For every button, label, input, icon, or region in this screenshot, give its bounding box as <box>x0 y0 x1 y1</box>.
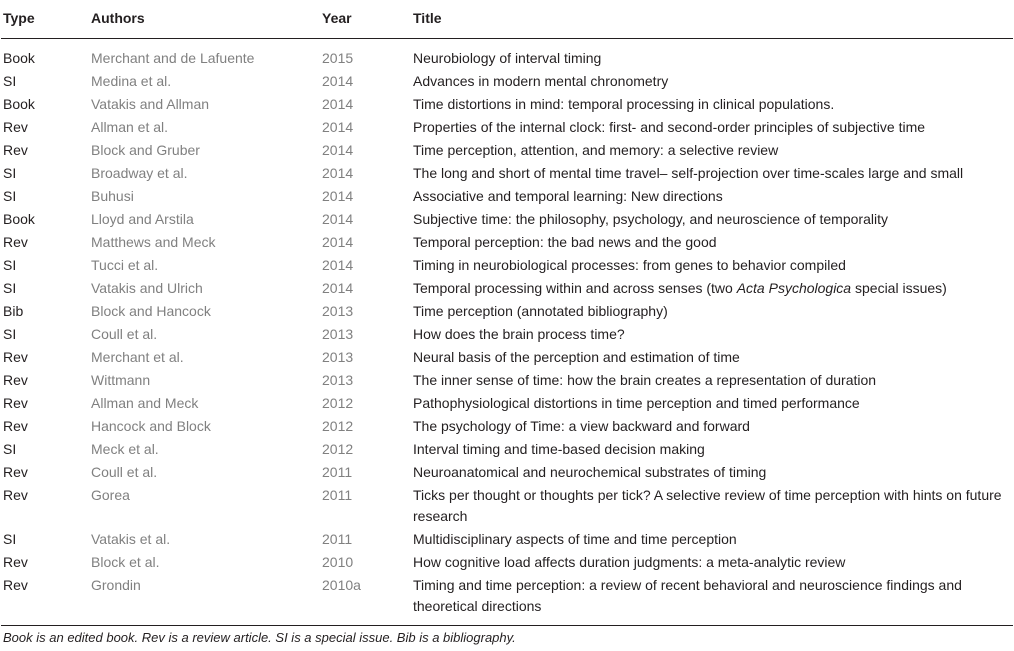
cell-authors: Wittmann <box>91 371 151 388</box>
table-row <box>1 461 1013 484</box>
table-row <box>1 254 1013 277</box>
title-text: Neuroanatomical and neurochemical substrates of timing <box>413 463 767 480</box>
table-row <box>1 369 1013 392</box>
table-row <box>1 484 1013 528</box>
cell-year: 2012 <box>322 394 354 411</box>
cell-title <box>411 139 1013 162</box>
cell-authors: Merchant and de Lafuente <box>91 49 255 66</box>
table-row <box>1 208 1013 231</box>
title-text: Properties of the internal clock: first- and second-order principles of subjective time <box>413 118 926 135</box>
title-text-after: special issues) <box>851 279 947 296</box>
table-row <box>1 38 1013 70</box>
cell-year: 2014 <box>322 210 354 227</box>
cell-type: Rev <box>3 371 28 388</box>
cell-title <box>411 185 1013 208</box>
cell-year: 2012 <box>322 440 354 457</box>
cell-title <box>411 528 1013 551</box>
cell-year: 2013 <box>322 348 354 365</box>
title-text: Multidisciplinary aspects of time and time perception <box>413 530 737 547</box>
title-text: Time distortions in mind: temporal processing in clinical populations. <box>413 95 835 112</box>
cell-authors: Vatakis and Ulrich <box>91 279 203 296</box>
cell-year: 2014 <box>322 256 354 273</box>
cell-title <box>411 93 1013 116</box>
cell-authors: Merchant et al. <box>91 348 184 365</box>
title-text: Timing in neurobiological processes: from genes to behavior compiled <box>413 256 846 273</box>
cell-title <box>411 70 1013 93</box>
cell-title <box>411 208 1013 231</box>
cell-type: Rev <box>3 233 28 250</box>
table-row <box>1 574 1013 625</box>
cell-type: SI <box>3 187 17 204</box>
cell-type: Book <box>3 210 35 227</box>
cell-title <box>411 116 1013 139</box>
cell-authors: Block and Gruber <box>91 141 200 158</box>
cell-year: 2014 <box>322 279 354 296</box>
table-row <box>1 277 1013 300</box>
title-text: Time perception, attention, and memory: a selective review <box>413 141 779 158</box>
cell-title <box>411 551 1013 574</box>
cell-title <box>411 574 1013 625</box>
cell-year: 2014 <box>322 233 354 250</box>
cell-year: 2013 <box>322 325 354 342</box>
title-text: Timing and time perception: a review of recent behavioral and neuroscience findings and theoretical directions <box>413 576 962 614</box>
cell-authors: Vatakis and Allman <box>91 95 210 112</box>
cell-authors: Hancock and Block <box>91 417 211 434</box>
cell-authors: Broadway et al. <box>91 164 188 181</box>
cell-authors: Grondin <box>91 576 141 593</box>
cell-year: 2013 <box>322 371 354 388</box>
title-italic-text: Acta Psychologica <box>736 279 852 296</box>
cell-authors: Coull et al. <box>91 325 158 342</box>
cell-type: SI <box>3 325 17 342</box>
table-row <box>1 70 1013 93</box>
cell-year: 2014 <box>322 118 354 135</box>
table-row <box>1 392 1013 415</box>
table-row <box>1 162 1013 185</box>
table-row <box>1 185 1013 208</box>
table-footnote: Book is an edited book. Rev is a review article. SI is a special issue. Bib is a bibliography. <box>3 629 516 645</box>
cell-title <box>411 162 1013 185</box>
cell-year: 2011 <box>322 463 353 480</box>
cell-year: 2010 <box>322 553 354 570</box>
table-row <box>1 528 1013 551</box>
cell-type: Rev <box>3 417 28 434</box>
table-row <box>1 551 1013 574</box>
title-text: How cognitive load affects duration judgments: a meta-analytic review <box>413 553 846 570</box>
cell-year: 2014 <box>322 95 354 112</box>
cell-title <box>411 438 1013 461</box>
cell-type: SI <box>3 256 17 273</box>
cell-title <box>411 346 1013 369</box>
table-row <box>1 231 1013 254</box>
cell-type: SI <box>3 164 17 181</box>
table-header-row <box>1 0 1013 38</box>
table-body <box>1 38 1013 625</box>
table-row <box>1 323 1013 346</box>
cell-year: 2014 <box>322 187 354 204</box>
cell-authors: Medina et al. <box>91 72 172 89</box>
table-row <box>1 438 1013 461</box>
title-text: Temporal perception: the bad news and the good <box>413 233 717 250</box>
cell-title <box>411 277 1013 300</box>
cell-authors: Block and Hancock <box>91 302 211 319</box>
header-authors: Authors <box>89 0 320 38</box>
cell-type: Rev <box>3 118 28 135</box>
cell-title <box>411 300 1013 323</box>
cell-type: Bib <box>3 302 24 319</box>
title-text: Advances in modern mental chronometry <box>413 72 669 89</box>
title-text: Pathophysiological distortions in time perception and timed performance <box>413 394 860 411</box>
cell-year: 2010a <box>322 576 361 593</box>
references-table <box>1 0 1013 625</box>
title-text: Neural basis of the perception and estimation of time <box>413 348 740 365</box>
cell-type: Rev <box>3 394 28 411</box>
cell-year: 2014 <box>322 141 354 158</box>
cell-type: Rev <box>3 463 28 480</box>
title-text: Interval timing and time-based decision making <box>413 440 705 457</box>
cell-title <box>411 369 1013 392</box>
cell-title <box>411 484 1013 528</box>
cell-title <box>411 461 1013 484</box>
cell-type: Rev <box>3 576 28 593</box>
title-text: Subjective time: the philosophy, psychology, and neuroscience of temporality <box>413 210 888 227</box>
cell-year: 2014 <box>322 72 354 89</box>
cell-year: 2011 <box>322 530 353 547</box>
cell-type: Rev <box>3 553 28 570</box>
cell-authors: Gorea <box>91 486 130 503</box>
cell-type: SI <box>3 440 17 457</box>
cell-year: 2012 <box>322 417 354 434</box>
title-text: The long and short of mental time travel– self-projection over time-scales large and small <box>413 164 964 181</box>
cell-type: SI <box>3 530 17 547</box>
cell-authors: Vatakis et al. <box>91 530 171 547</box>
table-row <box>1 346 1013 369</box>
cell-title <box>411 323 1013 346</box>
cell-authors: Buhusi <box>91 187 134 204</box>
table-row <box>1 415 1013 438</box>
cell-type: Book <box>3 49 35 66</box>
title-text: How does the brain process time? <box>413 325 625 342</box>
cell-authors: Meck et al. <box>91 440 159 457</box>
cell-type: Rev <box>3 348 28 365</box>
title-text: The inner sense of time: how the brain creates a representation of duration <box>413 371 877 388</box>
header-year: Year <box>320 0 411 38</box>
cell-year: 2011 <box>322 486 353 503</box>
title-text: Associative and temporal learning: New directions <box>413 187 723 204</box>
cell-authors: Block et al. <box>91 553 160 570</box>
title-text: The psychology of Time: a view backward and forward <box>413 417 750 434</box>
cell-title <box>411 415 1013 438</box>
cell-title <box>411 38 1013 70</box>
title-text: Temporal processing within and across senses (two <box>413 279 737 296</box>
cell-authors: Allman and Meck <box>91 394 199 411</box>
cell-type: SI <box>3 279 17 296</box>
cell-type: Rev <box>3 486 28 503</box>
cell-authors: Lloyd and Arstila <box>91 210 194 227</box>
cell-year: 2013 <box>322 302 354 319</box>
title-text: Ticks per thought or thoughts per tick? A selective review of time perception with hints on future research <box>413 486 1002 524</box>
cell-year: 2014 <box>322 164 354 181</box>
cell-type: Book <box>3 95 35 112</box>
table-row <box>1 93 1013 116</box>
cell-authors: Matthews and Meck <box>91 233 216 250</box>
cell-title <box>411 254 1013 277</box>
cell-year: 2015 <box>322 49 354 66</box>
title-text: Neurobiology of interval timing <box>413 49 602 66</box>
table-row <box>1 116 1013 139</box>
cell-title <box>411 392 1013 415</box>
cell-type: Rev <box>3 141 28 158</box>
header-type: Type <box>1 0 89 38</box>
table-row <box>1 300 1013 323</box>
cell-title <box>411 231 1013 254</box>
header-title: Title <box>411 0 1013 38</box>
cell-type: SI <box>3 72 17 89</box>
table-row <box>1 139 1013 162</box>
cell-authors: Tucci et al. <box>91 256 159 273</box>
cell-authors: Allman et al. <box>91 118 169 135</box>
title-text: Time perception (annotated bibliography) <box>413 302 668 319</box>
cell-authors: Coull et al. <box>91 463 158 480</box>
